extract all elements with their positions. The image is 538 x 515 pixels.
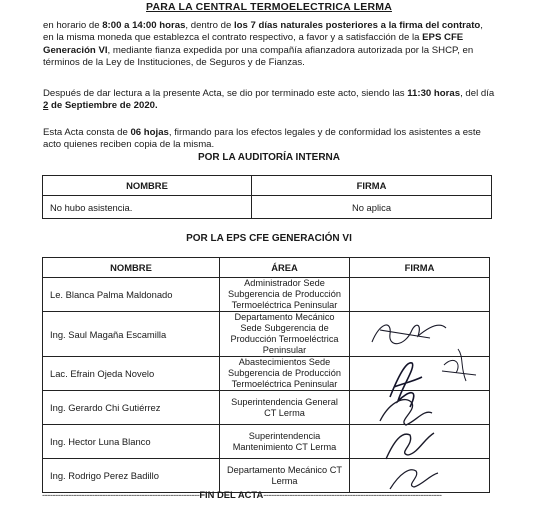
col-header-firma: FIRMA xyxy=(350,258,490,278)
cell-nombre: Lac. Efrain Ojeda Novelo xyxy=(43,357,220,391)
cell-nombre: Ing. Saul Magaña Escamilla xyxy=(43,312,220,357)
document-title: PARA LA CENTRAL TERMOELECTRICA LERMA xyxy=(146,1,392,13)
cell-area: Superintendencia Mantenimiento CT Lerma xyxy=(220,425,350,459)
text: , del día xyxy=(460,88,495,99)
paragraph-fianza xyxy=(43,20,495,70)
cell-area: Departamento Mecánico Sede Subgerencia de Producción Termoeléctrica Peninsular xyxy=(220,312,350,357)
dash-filler: -------------------------------------------------------------------- xyxy=(263,489,442,500)
bold-text: de Septiembre de 2020. xyxy=(48,100,158,112)
col-header-nombre: NOMBRE xyxy=(43,176,252,196)
text: , en la misma moneda que establezca el contrato respectivo, a favor y a satisfacción de la xyxy=(43,20,483,44)
cell-nombre: Le. Blanca Palma Maldonado xyxy=(43,278,220,312)
text: , dentro de xyxy=(185,20,234,31)
text: , mediante fianza expedida por una compañía afianzadora autorizada por la SHCP, en términos de la Ley de Instituciones, de Seguros y de Fianzas. xyxy=(43,44,474,69)
table-eps xyxy=(42,257,490,493)
table-row xyxy=(43,196,492,219)
bold-text: 06 hojas xyxy=(130,127,169,138)
table-row xyxy=(43,357,490,391)
table-row xyxy=(43,312,490,357)
margin-initial-signature xyxy=(440,345,480,390)
closing-line xyxy=(42,489,490,500)
cell-area: Departamento Mecánico CT Lerma xyxy=(220,459,350,493)
col-header-firma: FIRMA xyxy=(252,176,492,196)
text: , firmando para los efectos legales y de conformidad los asistentes a este acto quienes reciben copia de la misma. xyxy=(43,127,481,151)
closing-text: FIN DEL ACTA xyxy=(199,489,264,500)
bold-text: 8:00 a 14:00 horas xyxy=(102,20,186,31)
col-header-area: ÁREA xyxy=(220,258,350,278)
bold-text: 11:30 horas xyxy=(407,88,461,99)
cell-nombre: Ing. Rodrigo Perez Badillo xyxy=(43,459,220,493)
cell-area: Superintendencia General CT Lerma xyxy=(220,391,350,425)
text: en horario de xyxy=(43,20,103,31)
heading-eps: POR LA EPS CFE GENERACIÓN VI xyxy=(186,233,352,244)
cell-area: Abastecimientos Sede Subgerencia de Producción Termoeléctrica Peninsular xyxy=(220,357,350,391)
cell-firma xyxy=(350,391,490,425)
table-auditoria xyxy=(42,175,492,219)
table-row xyxy=(43,425,490,459)
cell-firma xyxy=(350,459,490,493)
col-header-nombre: NOMBRE xyxy=(43,258,220,278)
table-row xyxy=(43,278,490,312)
cell-nombre: Ing. Gerardo Chi Gutiérrez xyxy=(43,391,220,425)
dash-filler: ------------------------------------------------------------ xyxy=(42,489,200,500)
heading-auditoria: POR LA AUDITORÍA INTERNA xyxy=(197,152,341,163)
bold-text: EPS CFE Generación VI xyxy=(43,32,464,56)
paragraph-hojas xyxy=(43,127,495,152)
cell-area: Administrador Sede Subgerencia de Producción Termoeléctrica Peninsular xyxy=(220,278,350,312)
cell-firma xyxy=(350,278,490,312)
text: Después de dar lectura a la presente Acta, se dio por terminado este acto, siendo las xyxy=(43,88,408,99)
cell-firma xyxy=(350,425,490,459)
cell-nombre: Ing. Hector Luna Blanco xyxy=(43,425,220,459)
paragraph-cierre xyxy=(43,88,495,113)
table-row xyxy=(43,391,490,425)
cell-nombre: No hubo asistencia. xyxy=(43,196,252,219)
text: Esta Acta consta de xyxy=(43,127,131,138)
cell-firma: No aplica xyxy=(252,196,492,219)
bold-text: los 7 días naturales posteriores a la firma del contrato xyxy=(233,20,481,31)
bold-underlined-day: 2 xyxy=(43,100,49,112)
table-row xyxy=(43,459,490,493)
